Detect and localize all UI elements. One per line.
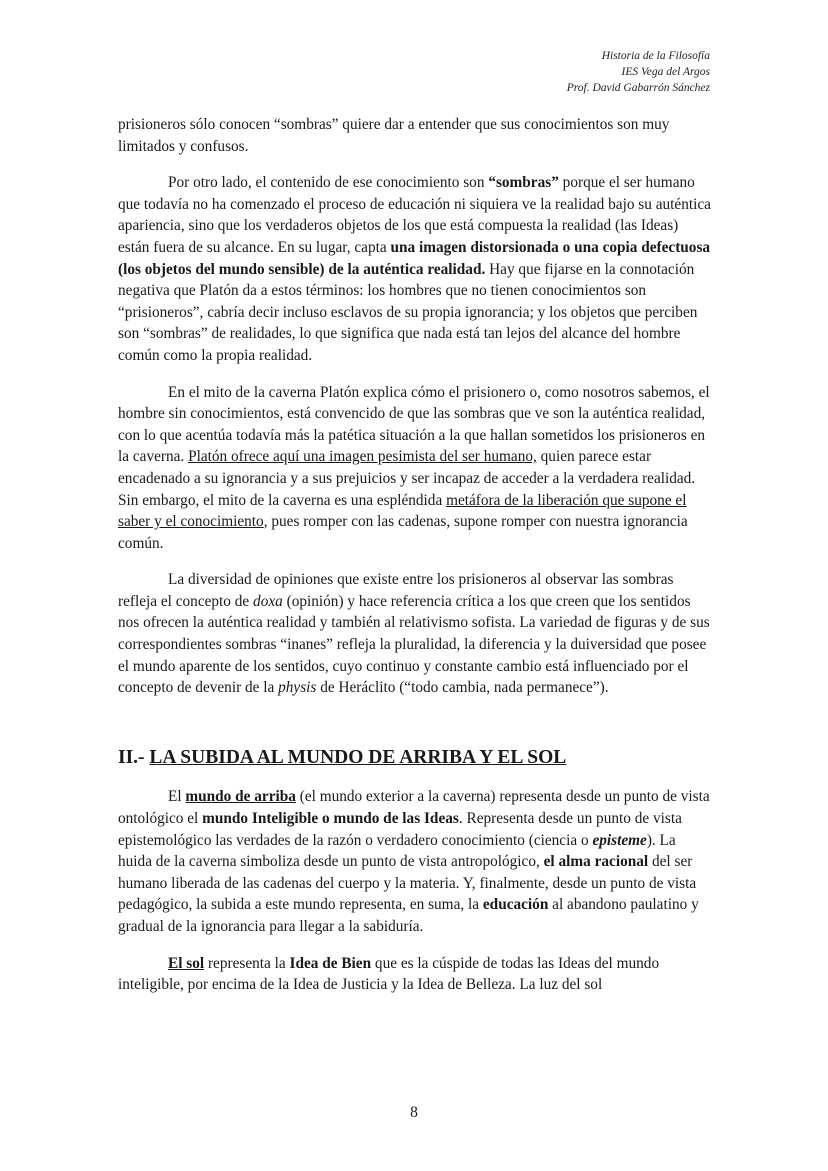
header-school: IES Vega del Argos [621,66,710,78]
text: Hay que fijarse en la connotación negativa que Platón da a estos términos: los hombres que no tienen conocimientos son “prisioneros”, cabría decir incluso esclavos de su propia ignorancia; y los objetos que perciben son “sombras” de realidades, lo que significa que nada está tan lejos del alcance del hombre común como la propia realidad. [118,260,698,364]
section-title: LA SUBIDA AL MUNDO DE ARRIBA Y EL SOL [149,746,567,768]
text: , pues romper con las cadenas, supone romper con nuestra ignorancia común. [118,513,688,552]
text: representa la [204,954,290,972]
paragraph-3 [118,382,712,555]
bold-text: mundo Inteligible o mundo de las Ideas [202,810,459,828]
text: En el mito de la caverna Platón explica cómo el prisionero o, como nosotros sabemos, el hombre sin conocimientos, está convencido de que las sombras que ve son la auténtica realidad, con lo que acentúa todavía más la patética situación a la que hallan sometidos los prisioneros en la caverna. [118,383,710,466]
paragraph-4 [118,569,712,699]
page-header [567,48,710,96]
bold-text: educación [482,896,549,914]
text: quien parece estar encadenado a su ignorancia y a sus prejuicios y ser incapaz de acceder a la verdadera realidad. Sin embargo, el mito de la caverna es una espléndida [118,448,696,509]
underlined-text: Platón ofrece aquí una imagen pesimista del ser humano, [188,448,537,466]
paragraph-6 [118,953,712,996]
paragraph-1 [118,114,712,157]
bold-text: una imagen distorsionada o una copia defectuosa (los objetos del mundo sensible) de la auténtica realidad. [118,238,711,278]
section-number: II.- [118,746,150,768]
text: Por otro lado, el contenido de ese conocimiento son [168,174,489,192]
text: (el mundo exterior a la caverna) representa desde un punto de vista ontológico el [118,788,710,828]
header-subject: Historia de la Filosofía [601,50,710,62]
page-number: 8 [410,1104,418,1121]
text: El [168,788,186,806]
bold-text: el alma racional [543,853,649,871]
text: del ser humano liberada de las cadenas del cuerpo y la materia. Y, finalmente, desde un punto de vista pedagógico, la subida a este mundo representa, en suma, la [118,853,697,914]
paragraph-5 [118,786,712,937]
text: al abandono paulatino y gradual de la ignorancia para llegar a la sabiduría. [118,896,699,935]
underlined-text: metáfora de la liberación que supone el saber y el conocimiento [118,491,687,531]
text: (opinión) y hace referencia crítica a los que creen que los sentidos nos ofrecen la auténtica realidad y también al relativismo sofista. La variedad de figuras y de sus correspondientes sombras “inanes” refleja la pluralidad, la diferencia y la duiversidad que posee el mundo aparente de los sentidos, cuyo continuo y constante cambio está influenciado por el concepto de devenir de la [118,592,710,697]
text: La diversidad de opiniones que existe entre los prisioneros al observar las sombras refleja el concepto de [118,571,674,610]
section-heading [118,747,712,769]
bold-text: Idea de Bien [289,954,372,972]
page-body [118,114,712,1011]
bold-underlined-text: mundo de arriba [185,788,296,806]
header-author: Prof. David Gabarrón Sánchez [566,82,710,94]
text: que es la cúspide de todas las Ideas del mundo inteligible, por encima de la Idea de Justicia y la Idea de Belleza. La luz del sol [118,954,660,994]
bold-underlined-text: El sol [168,954,205,972]
paragraph-2 [118,172,712,366]
text: . Representa desde un punto de vista epistemológico las verdades de la razón o verdadero conocimiento (ciencia o [118,810,682,849]
text: ). La huida de la caverna simboliza desde un punto de vista antropológico, [118,831,676,871]
bold-text: “sombras” [488,174,559,192]
text: prisioneros sólo conocen “sombras” quiere dar a entender que sus conocimientos son muy limitados y confusos. [118,116,670,155]
italic-text: doxa [253,592,283,610]
italic-text: physis [278,679,317,697]
text: de Heráclito (“todo cambia, nada permanece”). [316,679,609,697]
bold-italic-text: episteme [592,831,647,849]
text: porque el ser humano que todavía no ha comenzado el proceso de educación ni siquiera ve la realidad bajo su auténtica apariencia, sino que los verdaderos objetos de los que está compuesta la realidad (las Ideas) están fuera de su alcance. En su lugar, capta [118,174,711,256]
